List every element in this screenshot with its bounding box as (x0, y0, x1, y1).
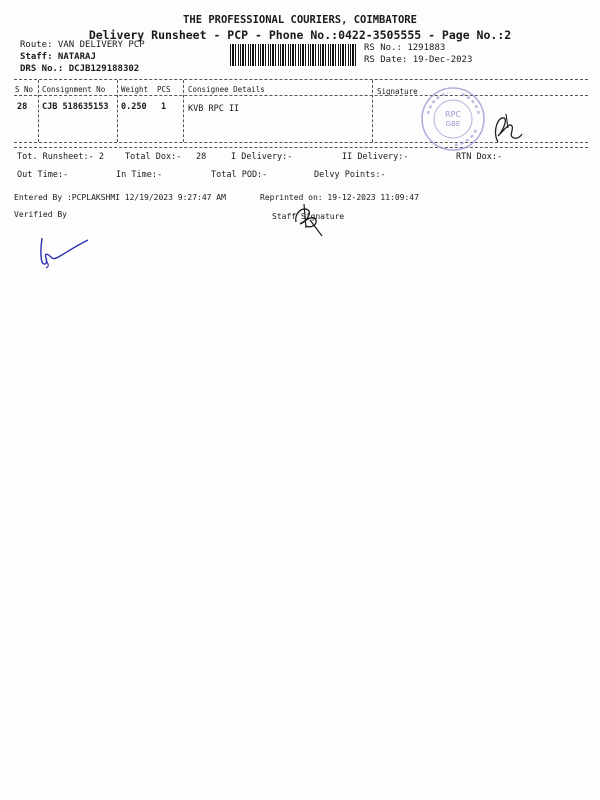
col-header-sno: S No (15, 85, 34, 94)
staff-label: Staff: NATARAJ (20, 52, 96, 62)
in-time: In Time:- (116, 170, 163, 180)
route-label: Route: VAN DELIVERY PCP (20, 40, 145, 50)
ii-delivery: II Delivery:- (342, 152, 409, 162)
company-title: THE PROFESSIONAL COURIERS, COIMBATORE (183, 14, 417, 26)
col-divider-1 (38, 80, 39, 142)
col-divider-4 (372, 80, 373, 142)
tot-runsheet: Tot. Runsheet:- 2 (17, 152, 104, 162)
row-weight: 0.250 (121, 102, 147, 112)
rtn-dox: RTN Dox:- (456, 152, 503, 162)
col-header-weight: Weight (121, 85, 149, 94)
consignee-signature-icon (488, 108, 524, 148)
table-top-rule (14, 79, 588, 80)
runsheet-title: Delivery Runsheet - PCP - Phone No.:0422-3505555 - Page No.:2 (88, 28, 512, 42)
entered-by: Entered By :PCPLAKSHMI 12/19/2023 9:27:47 AM (14, 193, 226, 202)
col-header-consignee: Consignee Details (188, 85, 265, 94)
row-sno: 28 (17, 102, 28, 112)
staff-signature-icon (288, 200, 328, 238)
col-header-consignment: Consignment No (42, 85, 106, 94)
table-header-rule (14, 95, 588, 96)
col-divider-2 (117, 80, 118, 142)
svg-text:GBE: GBE (445, 120, 461, 128)
staff-signature-label: Staff Signature (272, 212, 345, 221)
total-pod: Total POD:- (211, 170, 268, 180)
col-divider-3 (183, 80, 184, 142)
row-pcs: 1 (161, 102, 167, 112)
delvy-points: Delvy Points:- (314, 170, 386, 180)
rs-date: RS Date: 19-Dec-2023 (364, 55, 473, 65)
total-dox-label: Total Dox:- (125, 152, 182, 162)
total-dox-value: 28 (196, 152, 207, 162)
barcode (230, 44, 356, 66)
row-consignee: KVB RPC II (188, 104, 240, 114)
reprinted-on: Reprinted on: 19-12-2023 11:09:47 (260, 193, 419, 202)
drs-number: DRS No.: DCJB129188302 (20, 64, 140, 74)
rs-number: RS No.: 1291883 (364, 43, 446, 53)
verified-by: Verified By (14, 210, 67, 219)
col-header-pcs: PCS (157, 85, 171, 94)
i-delivery: I Delivery:- (231, 152, 293, 162)
row-consignment-no: CJB 518635153 (42, 102, 109, 112)
bank-stamp-icon (418, 84, 488, 154)
out-time: Out Time:- (17, 170, 69, 180)
verifier-signature-icon (34, 232, 94, 270)
col-header-signature: Signature (377, 87, 418, 96)
svg-text:RPC: RPC (445, 110, 461, 119)
